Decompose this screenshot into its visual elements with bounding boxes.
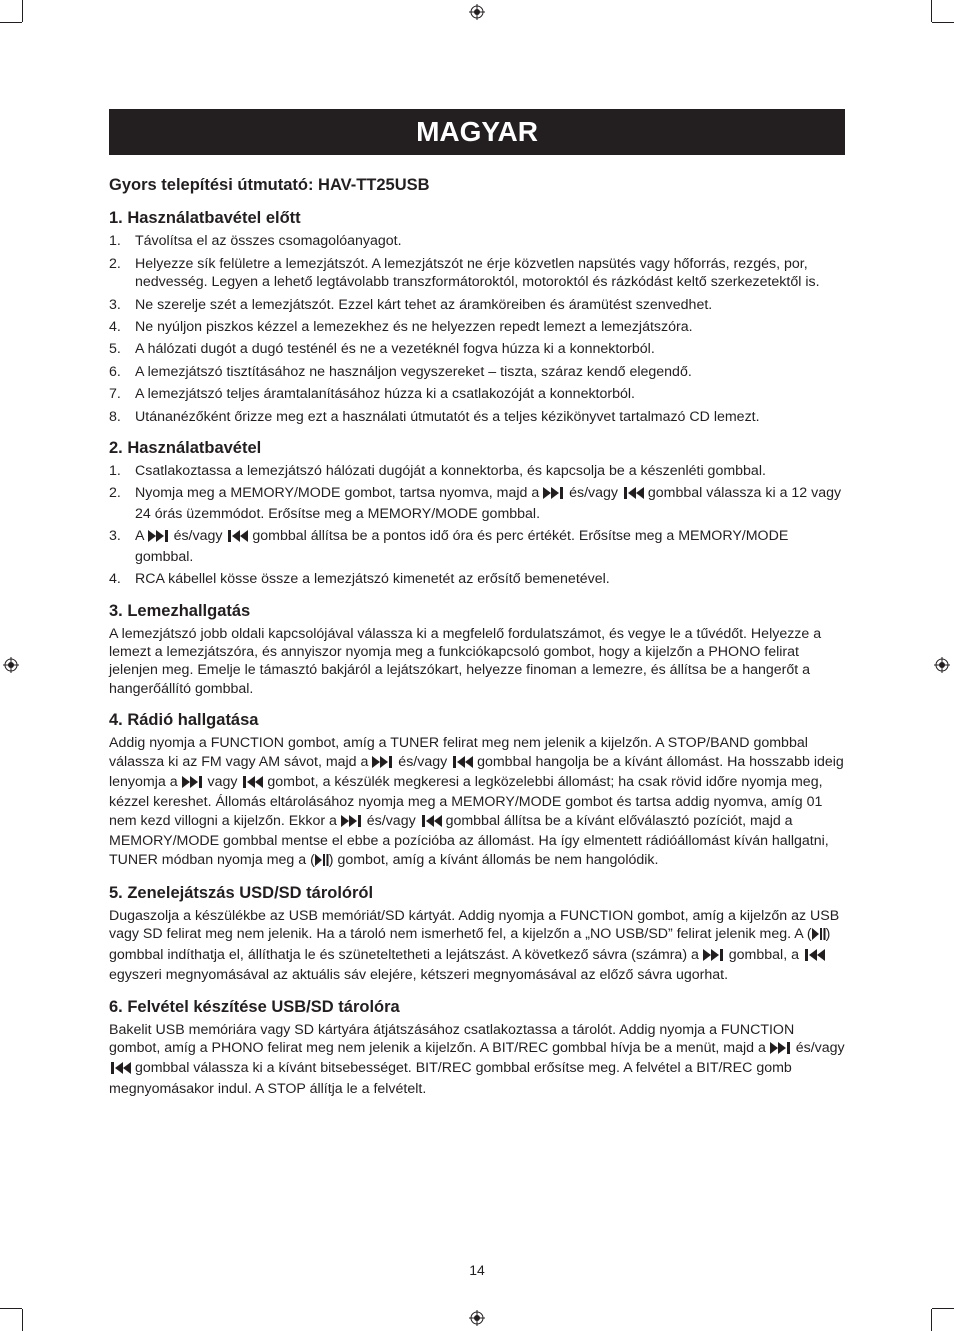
list-text: Ne szerelje szét a lemezjátszót. Ezzel kárt tehet az áramköreiben és áramütést szenvedhet. bbox=[135, 296, 713, 313]
document-subtitle: Gyors telepítési útmutató: HAV-TT25USB bbox=[109, 176, 430, 194]
list-number: 1. bbox=[109, 233, 121, 250]
skip-next-icon bbox=[148, 529, 170, 547]
section-heading: 3. Lemezhallgatás bbox=[109, 601, 251, 620]
list-number: 2. bbox=[109, 255, 121, 272]
section-paragraph: Dugaszolja a készülékbe az USB memóriát/SD kártyát. Addig nyomja a FUNCTION gombot, amíg a kijelzőn az USB vagy SD felirat meg nem jelenik. Ha a tároló nem ismerhető fel, a kijelzőn a „NO USB/SD” felirat jelenik meg. A ( ) gombbal indíthatja el, állíthatja le és szüneteltetheti a lejátszást. A következő sávra (számra) a gombbal, a egyszeri megnyomásával az aktuális sáv elejére, kétszeri megnyomásával az előző sávra ugorhat. bbox=[109, 907, 840, 984]
section-heading: 1. Használatbavétel előtt bbox=[109, 209, 301, 228]
numbered-list bbox=[109, 462, 846, 588]
crop-mark bbox=[932, 1308, 954, 1309]
document-body bbox=[109, 176, 846, 1110]
list-item bbox=[109, 318, 846, 336]
list-number: 7. bbox=[109, 386, 121, 403]
list-item bbox=[109, 340, 846, 358]
list-text: Csatlakoztassa a lemezjátszó hálózati dugóját a konnektorba, és kapcsolja be a készenléti gombbal. bbox=[135, 463, 766, 480]
play-pause-icon bbox=[812, 927, 826, 945]
section-heading: 6. Felvétel készítése USB/SD tárolóra bbox=[109, 997, 400, 1016]
crop-mark bbox=[0, 1308, 22, 1309]
list-item bbox=[109, 408, 846, 426]
list-text: RCA kábellel kösse össze a lemezjátszó kimenetét az erősítő bemenetével. bbox=[135, 571, 610, 588]
section-heading: 2. Használatbavétel bbox=[109, 439, 262, 458]
list-text: Távolítsa el az összes csomagolóanyagot. bbox=[135, 233, 402, 250]
section-record-listening bbox=[109, 601, 846, 699]
play-pause-icon bbox=[315, 853, 329, 871]
list-item bbox=[109, 484, 846, 523]
list-item bbox=[109, 462, 846, 480]
skip-previous-icon bbox=[109, 1061, 131, 1079]
crop-mark bbox=[932, 22, 954, 23]
skip-next-icon bbox=[703, 948, 725, 966]
crop-mark bbox=[22, 1309, 23, 1331]
section-paragraph: A lemezjátszó jobb oldali kapcsolójával válassza ki a megfelelő fordulatszámot, és vegye le a tűvédőt. Helyezze a lemezt a lemezjátszóra, és annyiszor nyomja meg a funkciókapcsoló gombot, hogy a kijelzőn a PHONO felirat jelenjen meg. Emelje le támasztó bakjáról a lejátszókart, helyezze finoman a lemezre, és állítsa be a hangerőt a hangerőállító gombbal. bbox=[109, 625, 822, 697]
crop-mark bbox=[22, 0, 23, 22]
list-number: 6. bbox=[109, 363, 121, 380]
list-item bbox=[109, 232, 846, 250]
list-text: A lemezjátszó tisztításához ne használjon vegyszereket – tiszta, száraz kendő elegendő. bbox=[135, 363, 692, 380]
skip-previous-icon bbox=[803, 948, 825, 966]
skip-next-icon bbox=[341, 814, 363, 832]
list-text: A hálózati dugót a dugó testénél és ne a vezetéknél fogva húzza ki a konnektorból. bbox=[135, 341, 655, 358]
list-number: 4. bbox=[109, 319, 121, 336]
list-text: Utánanézőként őrizze meg ezt a használati útmutatót és a teljes kézikönyvet tartalmazó CD lemezt. bbox=[135, 408, 760, 425]
list-number: 3. bbox=[109, 296, 121, 313]
registration-mark-icon bbox=[934, 657, 950, 673]
skip-previous-icon bbox=[451, 755, 473, 773]
crop-mark bbox=[931, 0, 932, 22]
list-text: A és/vagy gombbal állítsa be a pontos idő óra és perc értékét. Erősítse meg a MEMORY/MODE gombbal. bbox=[135, 528, 789, 565]
list-number: 8. bbox=[109, 408, 121, 425]
list-item bbox=[109, 385, 846, 403]
skip-previous-icon bbox=[241, 775, 263, 793]
section-paragraph: Bakelit USB memóriára vagy SD kártyára átjátszásához csatlakoztassa a tárolót. Addig nyomja a FUNCTION gombot, amíg a PHONO felirat meg nem jelenik a kijelzőn. A BIT/REC gombbal hívja be a menüt, majd a és/vagy gombbal válassza ki a kívánt bitsebességet. BIT/REC gombbal erősítse meg. A felvétel a BIT/REC gomb megnyomásakor indul. A STOP állítja le a felvételt. bbox=[109, 1021, 845, 1097]
list-number: 5. bbox=[109, 341, 121, 358]
list-item bbox=[109, 255, 846, 292]
section-heading: 5. Zenelejátszás USD/SD tárolóról bbox=[109, 883, 374, 902]
list-item bbox=[109, 296, 846, 314]
registration-mark-icon bbox=[469, 4, 485, 20]
skip-next-icon bbox=[182, 775, 204, 793]
skip-next-icon bbox=[770, 1041, 792, 1059]
list-item bbox=[109, 363, 846, 381]
list-text: Nyomja meg a MEMORY/MODE gombot, tartsa nyomva, majd a és/vagy gombbal válassza ki a 12 vagy 24 órás üzemmódot. Erősítse meg a MEMORY/MODE gombbal. bbox=[135, 485, 842, 522]
skip-next-icon bbox=[372, 755, 394, 773]
section-before-use bbox=[109, 208, 846, 426]
section-usb-recording bbox=[109, 997, 846, 1099]
crop-mark bbox=[0, 22, 22, 23]
skip-previous-icon bbox=[226, 529, 248, 547]
skip-previous-icon bbox=[622, 486, 644, 504]
skip-next-icon bbox=[543, 486, 565, 504]
language-banner: MAGYAR bbox=[109, 109, 845, 155]
list-text: A lemezjátszó teljes áramtalanításához húzza ki a csatlakozóját a konnektorból. bbox=[135, 386, 635, 403]
list-number: 1. bbox=[109, 463, 121, 480]
list-number: 2. bbox=[109, 485, 121, 502]
section-usb-playback bbox=[109, 883, 846, 985]
list-text: Helyezze sík felületre a lemezjátszót. A lemezjátszót ne érje közvetlen napsütés vagy hőforrás, rezgés, por, nedvesség. Legyen a lehető legtávolabb transzformátoroktól, motoroktól és rázkódást keltő szerkezetektől is. bbox=[135, 255, 820, 291]
registration-mark-icon bbox=[3, 657, 19, 673]
list-item bbox=[109, 527, 846, 566]
section-heading: 4. Rádió hallgatása bbox=[109, 711, 259, 730]
crop-mark bbox=[931, 1309, 932, 1331]
list-number: 3. bbox=[109, 528, 121, 545]
numbered-list bbox=[109, 232, 846, 426]
list-item bbox=[109, 570, 846, 588]
page-number: 14 bbox=[469, 1262, 485, 1278]
section-radio bbox=[109, 710, 846, 871]
registration-mark-icon bbox=[469, 1310, 485, 1326]
skip-previous-icon bbox=[420, 814, 442, 832]
list-number: 4. bbox=[109, 571, 121, 588]
section-getting-started bbox=[109, 438, 846, 588]
list-text: Ne nyúljon piszkos kézzel a lemezekhez és ne helyezzen repedt lemezt a lemezjátszóra. bbox=[135, 319, 693, 336]
section-paragraph: Addig nyomja a FUNCTION gombot, amíg a TUNER felirat meg nem jelenik a kijelzőn. A STOP/BAND gombbal válassza ki az FM vagy AM sávot, majd a és/vagy gombbal hangolja be a kívánt állomást. Ha hosszabb ideig lenyomja a vagy gombot, a készülék megkeresi a legközelebbi állomást; ha csak rövid időre nyomja meg, kézzel kereshet. Állomás eltárolásához nyomja meg a MEMORY/MODE gombot és tartsa addig nyomva, amíg 01 nem kezd villogni a kijelzőn. Ekkor a és/vagy gombbal állítsa be a kívánt előválasztó pozíciót, majd a MEMORY/MODE gombbal mentse el ebbe a pozícióba az állomást. Ha így elmentett rádióállomást kíván hallgatni, TUNER módban nyomja meg a ( ) gombot, amíg a kívánt állomás be nem hangolódik. bbox=[109, 734, 846, 871]
